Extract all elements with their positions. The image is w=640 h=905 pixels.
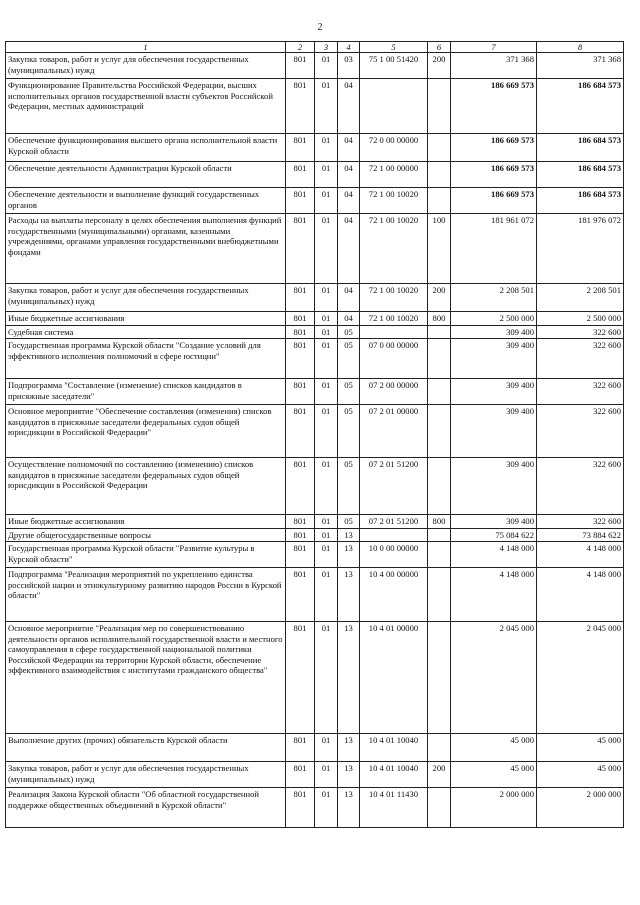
expense-type-cell [428, 188, 451, 214]
subsection-code-cell: 13 [338, 762, 360, 788]
section-code-cell: 01 [315, 458, 338, 515]
row-name-cell: Закупка товаров, работ и услуг для обеспечения государственных (муниципальных) нужд [6, 284, 286, 312]
table-row [6, 405, 624, 458]
row-name-cell: Подпрограмма "Реализация мероприятий по укреплению единства российской нации и этнокультурному развитию народов России в Курской области" [6, 568, 286, 622]
subsection-code-cell: 05 [338, 405, 360, 458]
target-article-cell: 10 0 00 00000 [360, 542, 428, 568]
table-row [6, 339, 624, 379]
amount-year1-cell: 2 045 000 [451, 622, 537, 734]
subsection-code-cell: 04 [338, 312, 360, 325]
amount-year2-cell: 4 148 000 [537, 542, 624, 568]
section-code-cell: 01 [315, 622, 338, 734]
table-row [6, 79, 624, 134]
expense-type-cell [428, 325, 451, 338]
row-name-cell: Подпрограмма "Составление (изменение) списков кандидатов в присяжные заседатели" [6, 379, 286, 405]
ministry-code-cell: 801 [286, 458, 315, 515]
subsection-code-cell: 04 [338, 214, 360, 284]
expense-type-cell [428, 405, 451, 458]
ministry-code-cell: 801 [286, 162, 315, 188]
budget-table-body [6, 53, 624, 828]
subsection-code-cell: 05 [338, 515, 360, 528]
budget-table [5, 41, 624, 828]
column-number: 3 [315, 42, 338, 53]
section-code-cell: 01 [315, 162, 338, 188]
section-code-cell: 01 [315, 734, 338, 762]
ministry-code-cell: 801 [286, 312, 315, 325]
row-name-cell: Реализация Закона Курской области "Об областной государственной поддержке общественных объединений в Курской области" [6, 788, 286, 828]
amount-year1-cell: 186 669 573 [451, 79, 537, 134]
target-article-cell [360, 79, 428, 134]
ministry-code-cell: 801 [286, 528, 315, 541]
amount-year2-cell: 2 045 000 [537, 622, 624, 734]
section-code-cell: 01 [315, 312, 338, 325]
column-number: 4 [338, 42, 360, 53]
subsection-code-cell: 04 [338, 162, 360, 188]
subsection-code-cell: 13 [338, 568, 360, 622]
expense-type-cell [428, 568, 451, 622]
subsection-code-cell: 05 [338, 339, 360, 379]
column-number: 1 [6, 42, 286, 53]
subsection-code-cell: 04 [338, 284, 360, 312]
table-row [6, 568, 624, 622]
section-code-cell: 01 [315, 762, 338, 788]
row-name-cell: Функционирование Правительства Российской Федерации, высших исполнительных органов государственной власти субъектов Российской Федерации, местных администраций [6, 79, 286, 134]
target-article-cell: 10 4 00 00000 [360, 568, 428, 622]
table-row [6, 734, 624, 762]
section-code-cell: 01 [315, 284, 338, 312]
amount-year1-cell: 309 400 [451, 405, 537, 458]
row-name-cell: Судебная система [6, 325, 286, 338]
amount-year2-cell: 45 000 [537, 734, 624, 762]
subsection-code-cell: 13 [338, 542, 360, 568]
row-name-cell: Закупка товаров, работ и услуг для обеспечения государственных (муниципальных) нужд [6, 762, 286, 788]
amount-year2-cell: 322 600 [537, 458, 624, 515]
amount-year1-cell: 4 148 000 [451, 568, 537, 622]
amount-year1-cell: 186 669 573 [451, 188, 537, 214]
amount-year1-cell: 2 000 000 [451, 788, 537, 828]
expense-type-cell [428, 788, 451, 828]
section-code-cell: 01 [315, 379, 338, 405]
ministry-code-cell: 801 [286, 284, 315, 312]
amount-year2-cell: 4 148 000 [537, 568, 624, 622]
target-article-cell: 07 0 00 00000 [360, 339, 428, 379]
ministry-code-cell: 801 [286, 515, 315, 528]
ministry-code-cell: 801 [286, 214, 315, 284]
amount-year2-cell: 2 000 000 [537, 788, 624, 828]
target-article-cell: 72 1 00 10020 [360, 188, 428, 214]
target-article-cell: 07 2 00 00000 [360, 379, 428, 405]
amount-year1-cell: 45 000 [451, 762, 537, 788]
target-article-cell: 72 0 00 00000 [360, 134, 428, 162]
expense-type-cell [428, 458, 451, 515]
column-number: 2 [286, 42, 315, 53]
table-row [6, 458, 624, 515]
target-article-cell: 07 2 01 51200 [360, 458, 428, 515]
expense-type-cell [428, 134, 451, 162]
ministry-code-cell: 801 [286, 622, 315, 734]
amount-year2-cell: 186 684 573 [537, 162, 624, 188]
amount-year2-cell: 322 600 [537, 325, 624, 338]
amount-year1-cell: 4 148 000 [451, 542, 537, 568]
target-article-cell: 07 2 01 51200 [360, 515, 428, 528]
table-row [6, 53, 624, 79]
row-name-cell: Выполнение других (прочих) обязательств Курской области [6, 734, 286, 762]
section-code-cell: 01 [315, 79, 338, 134]
target-article-cell: 10 4 01 10040 [360, 734, 428, 762]
subsection-code-cell: 13 [338, 622, 360, 734]
section-code-cell: 01 [315, 568, 338, 622]
table-row [6, 188, 624, 214]
expense-type-cell [428, 734, 451, 762]
amount-year1-cell: 181 961 072 [451, 214, 537, 284]
amount-year2-cell: 186 684 573 [537, 188, 624, 214]
ministry-code-cell: 801 [286, 79, 315, 134]
ministry-code-cell: 801 [286, 788, 315, 828]
expense-type-cell: 200 [428, 762, 451, 788]
ministry-code-cell: 801 [286, 325, 315, 338]
subsection-code-cell: 04 [338, 188, 360, 214]
table-row [6, 788, 624, 828]
amount-year1-cell: 186 669 573 [451, 162, 537, 188]
amount-year2-cell: 186 684 573 [537, 79, 624, 134]
amount-year1-cell: 309 400 [451, 325, 537, 338]
amount-year2-cell: 322 600 [537, 515, 624, 528]
ministry-code-cell: 801 [286, 53, 315, 79]
target-article-cell [360, 528, 428, 541]
section-code-cell: 01 [315, 339, 338, 379]
expense-type-cell: 800 [428, 312, 451, 325]
expense-type-cell [428, 162, 451, 188]
subsection-code-cell: 05 [338, 458, 360, 515]
ministry-code-cell: 801 [286, 134, 315, 162]
target-article-cell: 72 1 00 00000 [360, 162, 428, 188]
target-article-cell: 72 1 00 10020 [360, 214, 428, 284]
table-row [6, 214, 624, 284]
amount-year1-cell: 75 084 622 [451, 528, 537, 541]
subsection-code-cell: 13 [338, 734, 360, 762]
amount-year1-cell: 186 669 573 [451, 134, 537, 162]
table-row [6, 622, 624, 734]
amount-year2-cell: 322 600 [537, 405, 624, 458]
subsection-code-cell: 04 [338, 79, 360, 134]
amount-year1-cell: 309 400 [451, 515, 537, 528]
expense-type-cell: 800 [428, 515, 451, 528]
table-row [6, 379, 624, 405]
amount-year1-cell: 2 208 501 [451, 284, 537, 312]
table-row [6, 134, 624, 162]
section-code-cell: 01 [315, 515, 338, 528]
amount-year1-cell: 371 368 [451, 53, 537, 79]
ministry-code-cell: 801 [286, 568, 315, 622]
ministry-code-cell: 801 [286, 339, 315, 379]
column-number-row [6, 42, 624, 53]
ministry-code-cell: 801 [286, 379, 315, 405]
row-name-cell: Обеспечение деятельности Администрации Курской области [6, 162, 286, 188]
section-code-cell: 01 [315, 788, 338, 828]
amount-year2-cell: 73 884 622 [537, 528, 624, 541]
expense-type-cell [428, 528, 451, 541]
amount-year1-cell: 309 400 [451, 458, 537, 515]
amount-year2-cell: 181 976 072 [537, 214, 624, 284]
expense-type-cell: 100 [428, 214, 451, 284]
expense-type-cell [428, 379, 451, 405]
column-number: 8 [537, 42, 624, 53]
expense-type-cell [428, 79, 451, 134]
table-row [6, 528, 624, 541]
amount-year2-cell: 2 500 000 [537, 312, 624, 325]
column-number: 5 [360, 42, 428, 53]
amount-year2-cell: 186 684 573 [537, 134, 624, 162]
target-article-cell: 10 4 01 11430 [360, 788, 428, 828]
target-article-cell: 72 1 00 10020 [360, 312, 428, 325]
amount-year2-cell: 322 600 [537, 379, 624, 405]
section-code-cell: 01 [315, 134, 338, 162]
ministry-code-cell: 801 [286, 405, 315, 458]
subsection-code-cell: 13 [338, 788, 360, 828]
table-row [6, 284, 624, 312]
row-name-cell: Закупка товаров, работ и услуг для обеспечения государственных (муниципальных) нужд [6, 53, 286, 79]
row-name-cell: Расходы на выплаты персоналу в целях обеспечения выполнения функций государственными (муниципальными) органами, казенными учреждениями, органами управления государственными внебюджетными фондами [6, 214, 286, 284]
section-code-cell: 01 [315, 188, 338, 214]
table-row [6, 542, 624, 568]
section-code-cell: 01 [315, 542, 338, 568]
ministry-code-cell: 801 [286, 542, 315, 568]
ministry-code-cell: 801 [286, 734, 315, 762]
section-code-cell: 01 [315, 214, 338, 284]
row-name-cell: Другие общегосударственные вопросы [6, 528, 286, 541]
table-row [6, 762, 624, 788]
page-number: 2 [317, 22, 323, 33]
row-name-cell: Основное мероприятие "Реализация мер по совершенствованию деятельности органов исполнительной государственной власти и местного самоуправления в сфере государственной национальной политики Российской Федерации на территории Курской области, обеспечение эффективного взаимодействия с институтами гражданского общества" [6, 622, 286, 734]
column-number: 7 [451, 42, 537, 53]
amount-year1-cell: 309 400 [451, 379, 537, 405]
amount-year2-cell: 2 208 501 [537, 284, 624, 312]
expense-type-cell: 200 [428, 53, 451, 79]
section-code-cell: 01 [315, 325, 338, 338]
row-name-cell: Государственная программа Курской области "Развитие культуры в Курской области" [6, 542, 286, 568]
ministry-code-cell: 801 [286, 762, 315, 788]
amount-year1-cell: 45 000 [451, 734, 537, 762]
target-article-cell: 10 4 01 10040 [360, 762, 428, 788]
section-code-cell: 01 [315, 528, 338, 541]
amount-year2-cell: 371 368 [537, 53, 624, 79]
row-name-cell: Основное мероприятие "Обеспечение составления (изменения) списков кандидатов в присяжные заседатели федеральных судов общей юрисдикции в Российской Федерации" [6, 405, 286, 458]
expense-type-cell [428, 339, 451, 379]
expense-type-cell [428, 622, 451, 734]
row-name-cell: Иные бюджетные ассигнования [6, 515, 286, 528]
amount-year2-cell: 322 600 [537, 339, 624, 379]
target-article-cell: 75 1 00 51420 [360, 53, 428, 79]
row-name-cell: Обеспечение функционирования высшего органа исполнительной власти Курской области [6, 134, 286, 162]
table-row [6, 162, 624, 188]
amount-year2-cell: 45 000 [537, 762, 624, 788]
target-article-cell [360, 325, 428, 338]
amount-year1-cell: 309 400 [451, 339, 537, 379]
subsection-code-cell: 03 [338, 53, 360, 79]
subsection-code-cell: 04 [338, 134, 360, 162]
subsection-code-cell: 05 [338, 325, 360, 338]
target-article-cell: 07 2 01 00000 [360, 405, 428, 458]
row-name-cell: Государственная программа Курской области "Создание условий для эффективного исполнения полномочий в сфере юстиции" [6, 339, 286, 379]
target-article-cell: 72 1 00 10020 [360, 284, 428, 312]
target-article-cell: 10 4 01 00000 [360, 622, 428, 734]
ministry-code-cell: 801 [286, 188, 315, 214]
table-row [6, 515, 624, 528]
expense-type-cell: 200 [428, 284, 451, 312]
subsection-code-cell: 13 [338, 528, 360, 541]
subsection-code-cell: 05 [338, 379, 360, 405]
table-row [6, 312, 624, 325]
row-name-cell: Обеспечение деятельности и выполнение функций государственных органов [6, 188, 286, 214]
section-code-cell: 01 [315, 405, 338, 458]
expense-type-cell [428, 542, 451, 568]
table-row [6, 325, 624, 338]
row-name-cell: Иные бюджетные ассигнования [6, 312, 286, 325]
row-name-cell: Осуществление полномочий по составлению (изменению) списков кандидатов в присяжные заседатели федеральных судов общей юрисдикции в Российской Федерации [6, 458, 286, 515]
column-number: 6 [428, 42, 451, 53]
section-code-cell: 01 [315, 53, 338, 79]
amount-year1-cell: 2 500 000 [451, 312, 537, 325]
